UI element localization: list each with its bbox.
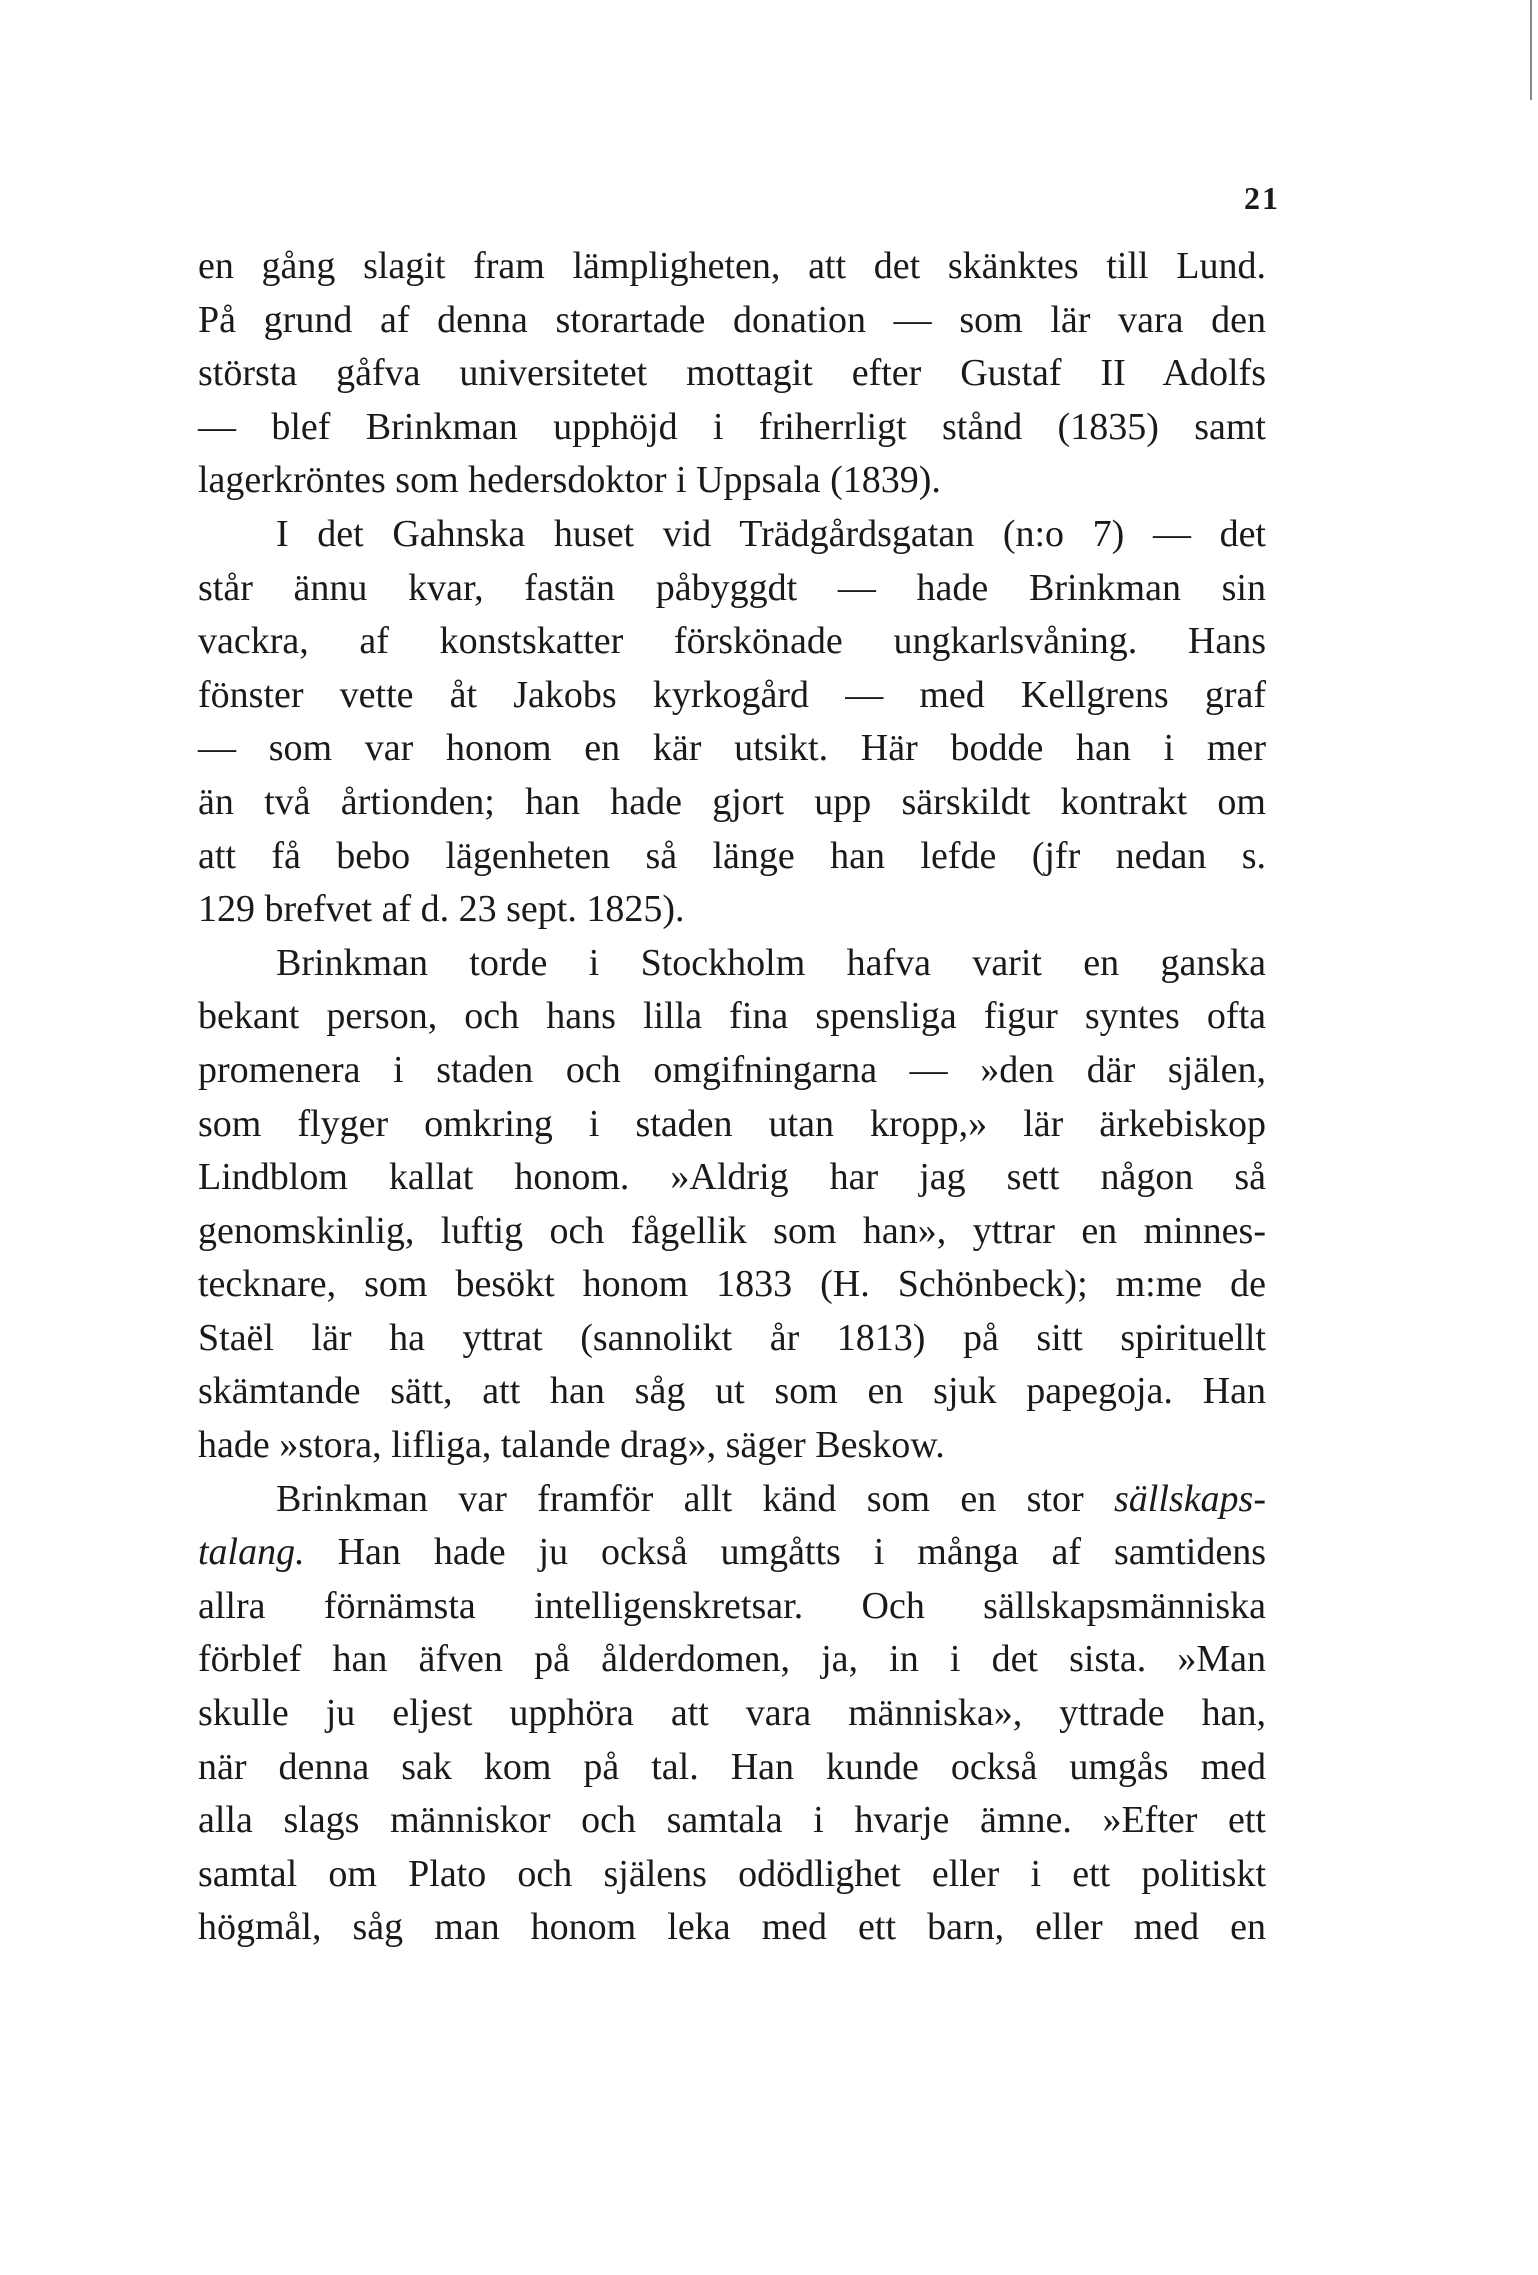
text-line: en gång slagit fram lämpligheten, att det skänktes till Lund.: [198, 245, 1266, 287]
text-line: — blef Brinkman upphöjd i friherrligt stånd (1835) samt: [198, 405, 1266, 448]
text-line: skämtande sätt, att han såg ut som en sjuk papegoja. Han: [198, 1370, 1266, 1413]
text-line: hade »stora, lifliga, talande drag», säger Beskow.: [198, 1424, 945, 1467]
text-line: än två årtionden; han hade gjort upp särskildt kontrakt om: [198, 780, 1266, 823]
text-line: samtal om Plato och själens odödlighet eller i ett politiskt: [198, 1852, 1266, 1895]
text-line: lagerkröntes som hedersdoktor i Uppsala (1839).: [198, 459, 941, 502]
text-line: förblef han äfven på ålderdomen, ja, in i det sista. »Man: [198, 1638, 1266, 1681]
text-line: Lindblom kallat honom. »Aldrig har jag sett någon så: [198, 1156, 1266, 1199]
text-line: Staël lär ha yttrat (sannolikt år 1813) på sitt spirituellt: [198, 1316, 1266, 1359]
text-line: genomskinlig, luftig och fågellik som han», yttrar en minnes-: [198, 1209, 1266, 1252]
page-number: 21: [1244, 180, 1280, 216]
text-line: tecknare, som besökt honom 1833 (H. Schönbeck); m:me de: [198, 1263, 1266, 1306]
text-line: högmål, såg man honom leka med ett barn, eller med en: [198, 1906, 1266, 1949]
text-line: vackra, af konstskatter förskönade ungkarlsvåning. Hans: [198, 620, 1266, 663]
paragraph-2: [198, 508, 1266, 937]
body-text: [198, 240, 1266, 1955]
text-line: alla slags människor och samtala i hvarje ämne. »Efter ett: [198, 1799, 1266, 1842]
paragraph-1: [198, 240, 1266, 508]
text-line: när denna sak kom på tal. Han kunde också umgås med: [198, 1745, 1266, 1788]
text-span: Han hade ju också umgåtts i många af samtidens: [304, 1531, 1266, 1574]
text-line: allra förnämsta intelligenskretsar. Och sällskapsmänniska: [198, 1584, 1266, 1627]
page-edge-mark: [1530, 0, 1532, 100]
paragraph-3: [198, 937, 1266, 1473]
text-line: står ännu kvar, fastän påbyggdt — hade Brinkman sin: [198, 566, 1266, 609]
text-line: att få bebo lägenheten så länge han lefde (jfr nedan s.: [198, 834, 1266, 877]
text-line: skulle ju eljest upphöra att vara människa», yttrade han,: [198, 1692, 1266, 1735]
paragraph-4: [198, 1473, 1266, 1955]
text-line: bekant person, och hans lilla fina spensliga figur syntes ofta: [198, 995, 1266, 1038]
text-line: fönster vette åt Jakobs kyrkogård — med Kellgrens graf: [198, 673, 1266, 716]
text-line: promenera i staden och omgifningarna — »den där själen,: [198, 1048, 1266, 1091]
text-line: På grund af denna storartade donation — som lär vara den: [198, 298, 1266, 341]
text-line: [198, 1473, 1266, 1527]
text-line: — som var honom en kär utsikt. Här bodde han i mer: [198, 727, 1266, 770]
text-line: som flyger omkring i staden utan kropp,» lär ärkebiskop: [198, 1102, 1266, 1145]
text-span: Brinkman var framför allt känd som en stor: [276, 1477, 1114, 1520]
italic-term: talang.: [198, 1531, 305, 1574]
text-line: 129 brefvet af d. 23 sept. 1825).: [198, 888, 685, 931]
text-line: största gåfva universitetet mottagit efter Gustaf II Adolfs: [198, 352, 1266, 395]
text-line: I det Gahnska huset vid Trädgårdsgatan (n:o 7) — det: [276, 512, 1266, 555]
text-line: Brinkman torde i Stockholm hafva varit en ganska: [276, 941, 1266, 984]
italic-term: sällskaps-: [1114, 1477, 1266, 1520]
text-line: [198, 1526, 1266, 1580]
